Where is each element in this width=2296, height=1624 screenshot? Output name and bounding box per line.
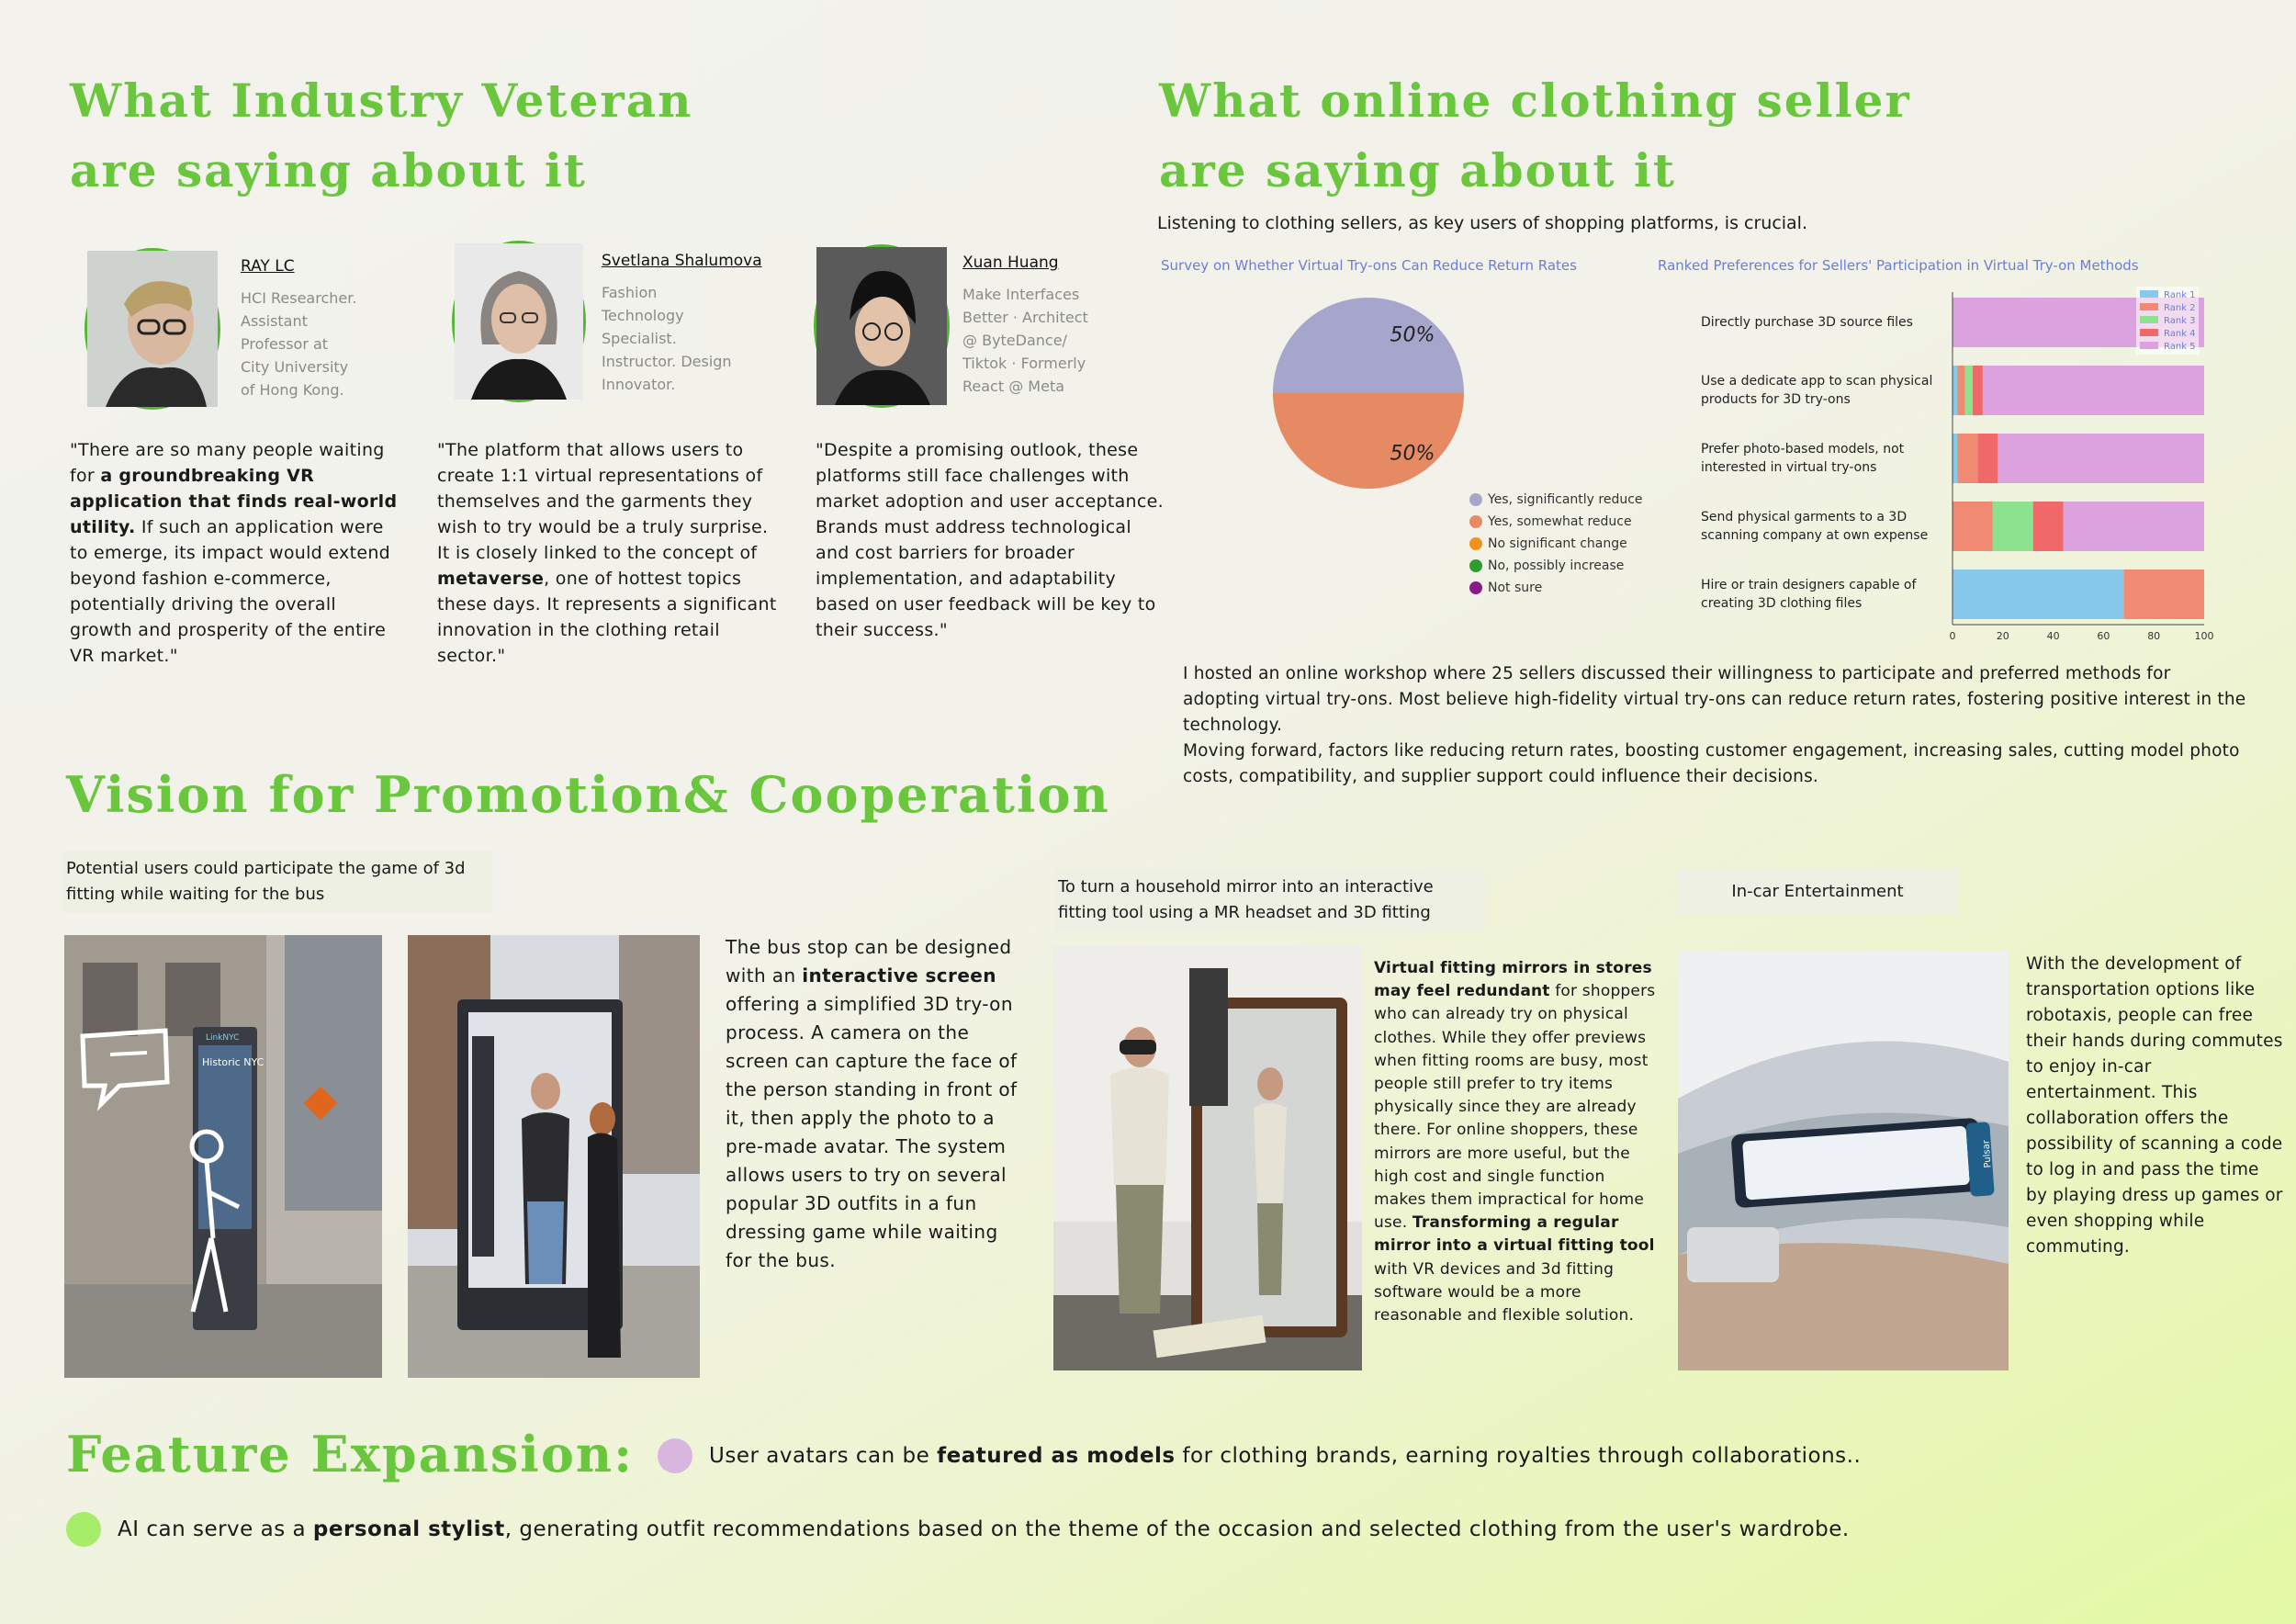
bar-category-label: Use a dedicate app to scan physical products for 3D try-ons (1701, 374, 1933, 407)
lavender-bullet-icon (658, 1438, 692, 1473)
bar-segment (1998, 434, 2204, 483)
quote-xuan-huang: "Despite a promising outlook, these platforms still face challenges with market adoption and user acceptance. Brands must address technological and cost barriers for broader implementation, and adaptability based on user feedback will be key to their success." (816, 440, 1164, 640)
pie-legend-item: No, possibly increase (1469, 555, 1643, 577)
bar-category-label: Directly purchase 3D source files (1701, 315, 1913, 330)
bar-segment (1965, 366, 1973, 415)
mirror-photo (1053, 946, 1362, 1370)
bar-x-tick-label: 20 (1996, 630, 2009, 642)
bar-legend-label: Rank 2 (2164, 303, 2196, 313)
seller-heading-line1: What online clothing seller (1159, 73, 1911, 128)
mirror-caption: To turn a household mirror into an interactive fitting tool using a MR headset and 3D fitting (1054, 869, 1486, 931)
bar-legend-swatch (2140, 316, 2158, 323)
bar-segment (1953, 366, 1957, 415)
bus-text: The bus stop can be designed with an interactive screen offering a simplified 3D try-on process. A camera on the screen can capture the face of the person standing in front of it, then apply the photo to a pre-made avatar. The system allows users to try on several popular 3D outfits in a fun dressing game while waiting for the bus. (726, 936, 1018, 1271)
bar-segment (2064, 502, 2204, 551)
pie-slice (1273, 298, 1464, 393)
bar-segment (1957, 366, 1964, 415)
bar-segment (1953, 502, 1993, 551)
workshop-text: I hosted an online workshop where 25 sellers discussed their willingness to participate and preferred methods for adopting virtual try-ons. Most believe high-fidelity virtual try-ons can reduce return rates, fostering positive interest in the technology. Moving forward, factors like reducing return rates, boosting customer engagement, increasing sales, cutting model photo costs, compatibility, and supplier support could influence their decisions. (1183, 664, 2246, 786)
pie-chart (1267, 292, 1469, 494)
person-name: Svetlana Shalumova (602, 252, 762, 270)
bar-chart (1947, 287, 2223, 642)
car-text: With the development of transportation options like robotaxis, people can free their hands during commutes to enjoy in-car entertainment. This collaboration offers the possibility of scanning a code to log in and pass the time by playing dress up games or even shopping while commuting. (2026, 954, 2283, 1257)
bar-x-tick-label: 80 (2147, 630, 2161, 642)
portrait-icon (816, 247, 947, 405)
veteran-heading-line2: are saying about it (70, 143, 587, 197)
bar-segment (1977, 434, 1998, 483)
kiosk-sign-text: Historic NYC (202, 1056, 264, 1068)
portrait-icon (455, 243, 583, 400)
pie-slice (1273, 393, 1464, 489)
avatar-svetlana-shalumova (452, 241, 586, 402)
kiosk-brand-text: LinkNYC (206, 1033, 240, 1043)
bar-x-tick-label: 60 (2097, 630, 2110, 642)
legend-dot-icon (1469, 581, 1482, 594)
person-role: Fashion Technology Specialist. Instructor. Design Innovator. (602, 284, 732, 393)
bar-legend-label: Rank 3 (2164, 316, 2196, 326)
bar-x-tick-label: 40 (2046, 630, 2060, 642)
car-caption: In-car Entertainment (1677, 869, 1958, 915)
feature-item-stylist: AI can serve as a personal stylist, generating outfit recommendations based on the theme of the occasion and selected clothing from the user's wardrobe. (66, 1512, 1850, 1547)
bar-category-label: Hire or train designers capable of creating 3D clothing files (1701, 578, 1917, 611)
bar-legend-label: Rank 1 (2164, 290, 2196, 300)
avatar-xuan-huang (814, 244, 950, 408)
bar-x-tick-label: 0 (1949, 630, 1956, 642)
bar-segment (1973, 366, 1983, 415)
bar-segment (2123, 570, 2204, 619)
mirror-text: Virtual fitting mirrors in stores may feel redundant for shoppers who can already try on physical clothes. While they offer previews when fitting rooms are busy, most people still prefer to try items physically since they are already there. For online shoppers, these mirrors are more useful, but the high cost and single function makes them impractical for home use. Transforming a regular mirror into a virtual fitting tool with VR devices and 3d fitting software would be a more reasonable and flexible solution. (1374, 959, 1656, 1325)
bar-category-label: Prefer photo-based models, not interested in virtual try-ons (1701, 442, 1905, 475)
person-role: Make Interfaces Better · Architect @ ByteDance/ Tiktok · Formerly React @ Meta (962, 286, 1088, 395)
pie-legend-item: Not sure (1469, 577, 1643, 599)
veteran-heading-line1: What Industry Veteran (70, 73, 693, 128)
legend-dot-icon (1469, 515, 1482, 528)
seller-intro: Listening to clothing sellers, as key users of shopping platforms, is crucial. (1157, 213, 1808, 233)
bus-caption: Potential users could participate the game of 3d fitting while waiting for the bus (62, 851, 492, 913)
person-name: Xuan Huang (962, 254, 1059, 272)
pie-legend-item: Yes, somewhat reduce (1469, 511, 1643, 533)
quote-svetlana-shalumova: "The platform that allows users to create 1:1 virtual representations of themselves and the garments they wish to try would be a truly surprise. It is closely linked to the concept of metaverse, one of hottest topics these days. It represents a significant innovation in the clothing retail sector." (437, 440, 777, 666)
bar-x-tick-label: 100 (2194, 630, 2214, 642)
bar-legend-swatch (2140, 303, 2158, 310)
car-interior-photo (1678, 952, 2009, 1370)
avatar-ray-lc (84, 248, 220, 410)
vision-heading: Vision for Promotion& Cooperation (66, 765, 1110, 824)
seller-heading (1159, 66, 1911, 206)
bar-chart-title: Ranked Preferences for Sellers' Participation in Virtual Try-on Methods (1658, 257, 2139, 274)
legend-dot-icon (1469, 493, 1482, 506)
bus-stop-photo (64, 935, 382, 1378)
bar-legend-swatch (2140, 290, 2158, 298)
seller-heading-line2: are saying about it (1159, 143, 1676, 197)
bar-segment (1957, 434, 1977, 483)
bar-segment (1953, 434, 1957, 483)
bar-segment (1993, 502, 2033, 551)
pie-legend (1469, 489, 1643, 599)
feature-heading: Feature Expansion: (66, 1425, 635, 1483)
quote-ray-lc: "There are so many people waiting for a groundbreaking VR application that finds real-world utility. If such an application were to emerge, its impact would extend beyond fashion e-commerce, potentially driving the overall growth and prosperity of the entire VR market." (70, 440, 398, 666)
pie-value-label: 50% (1390, 442, 1435, 466)
person-name: RAY LC (241, 257, 295, 276)
bar-legend-label: Rank 5 (2164, 342, 2196, 352)
bar-category-label: Send physical garments to a 3D scanning company at own expense (1701, 510, 1929, 543)
person-role: HCI Researcher. Assistant Professor at City University of Hong Kong. (241, 289, 357, 399)
bar-segment (1983, 366, 2204, 415)
bar-segment (2033, 502, 2064, 551)
legend-dot-icon (1469, 559, 1482, 572)
pie-legend-item: Yes, significantly reduce (1469, 489, 1643, 511)
bar-segment (1953, 570, 2123, 619)
bar-legend-label: Rank 4 (2164, 329, 2196, 339)
veteran-heading (70, 66, 693, 206)
bar-legend-swatch (2140, 329, 2158, 336)
legend-dot-icon (1469, 537, 1482, 550)
feature-item-avatars: User avatars can be featured as models for clothing brands, earning royalties through collaborations.. (658, 1438, 1861, 1473)
pie-legend-item: No significant change (1469, 533, 1643, 555)
green-bullet-icon (66, 1512, 101, 1547)
pie-value-label: 50% (1390, 323, 1435, 347)
bar-legend-swatch (2140, 342, 2158, 349)
car-brand-text: Pulsar (1981, 1139, 1994, 1168)
pie-chart-title: Survey on Whether Virtual Try-ons Can Reduce Return Rates (1161, 257, 1577, 274)
bus-kiosk-render (408, 935, 700, 1378)
portrait-icon (87, 251, 218, 407)
